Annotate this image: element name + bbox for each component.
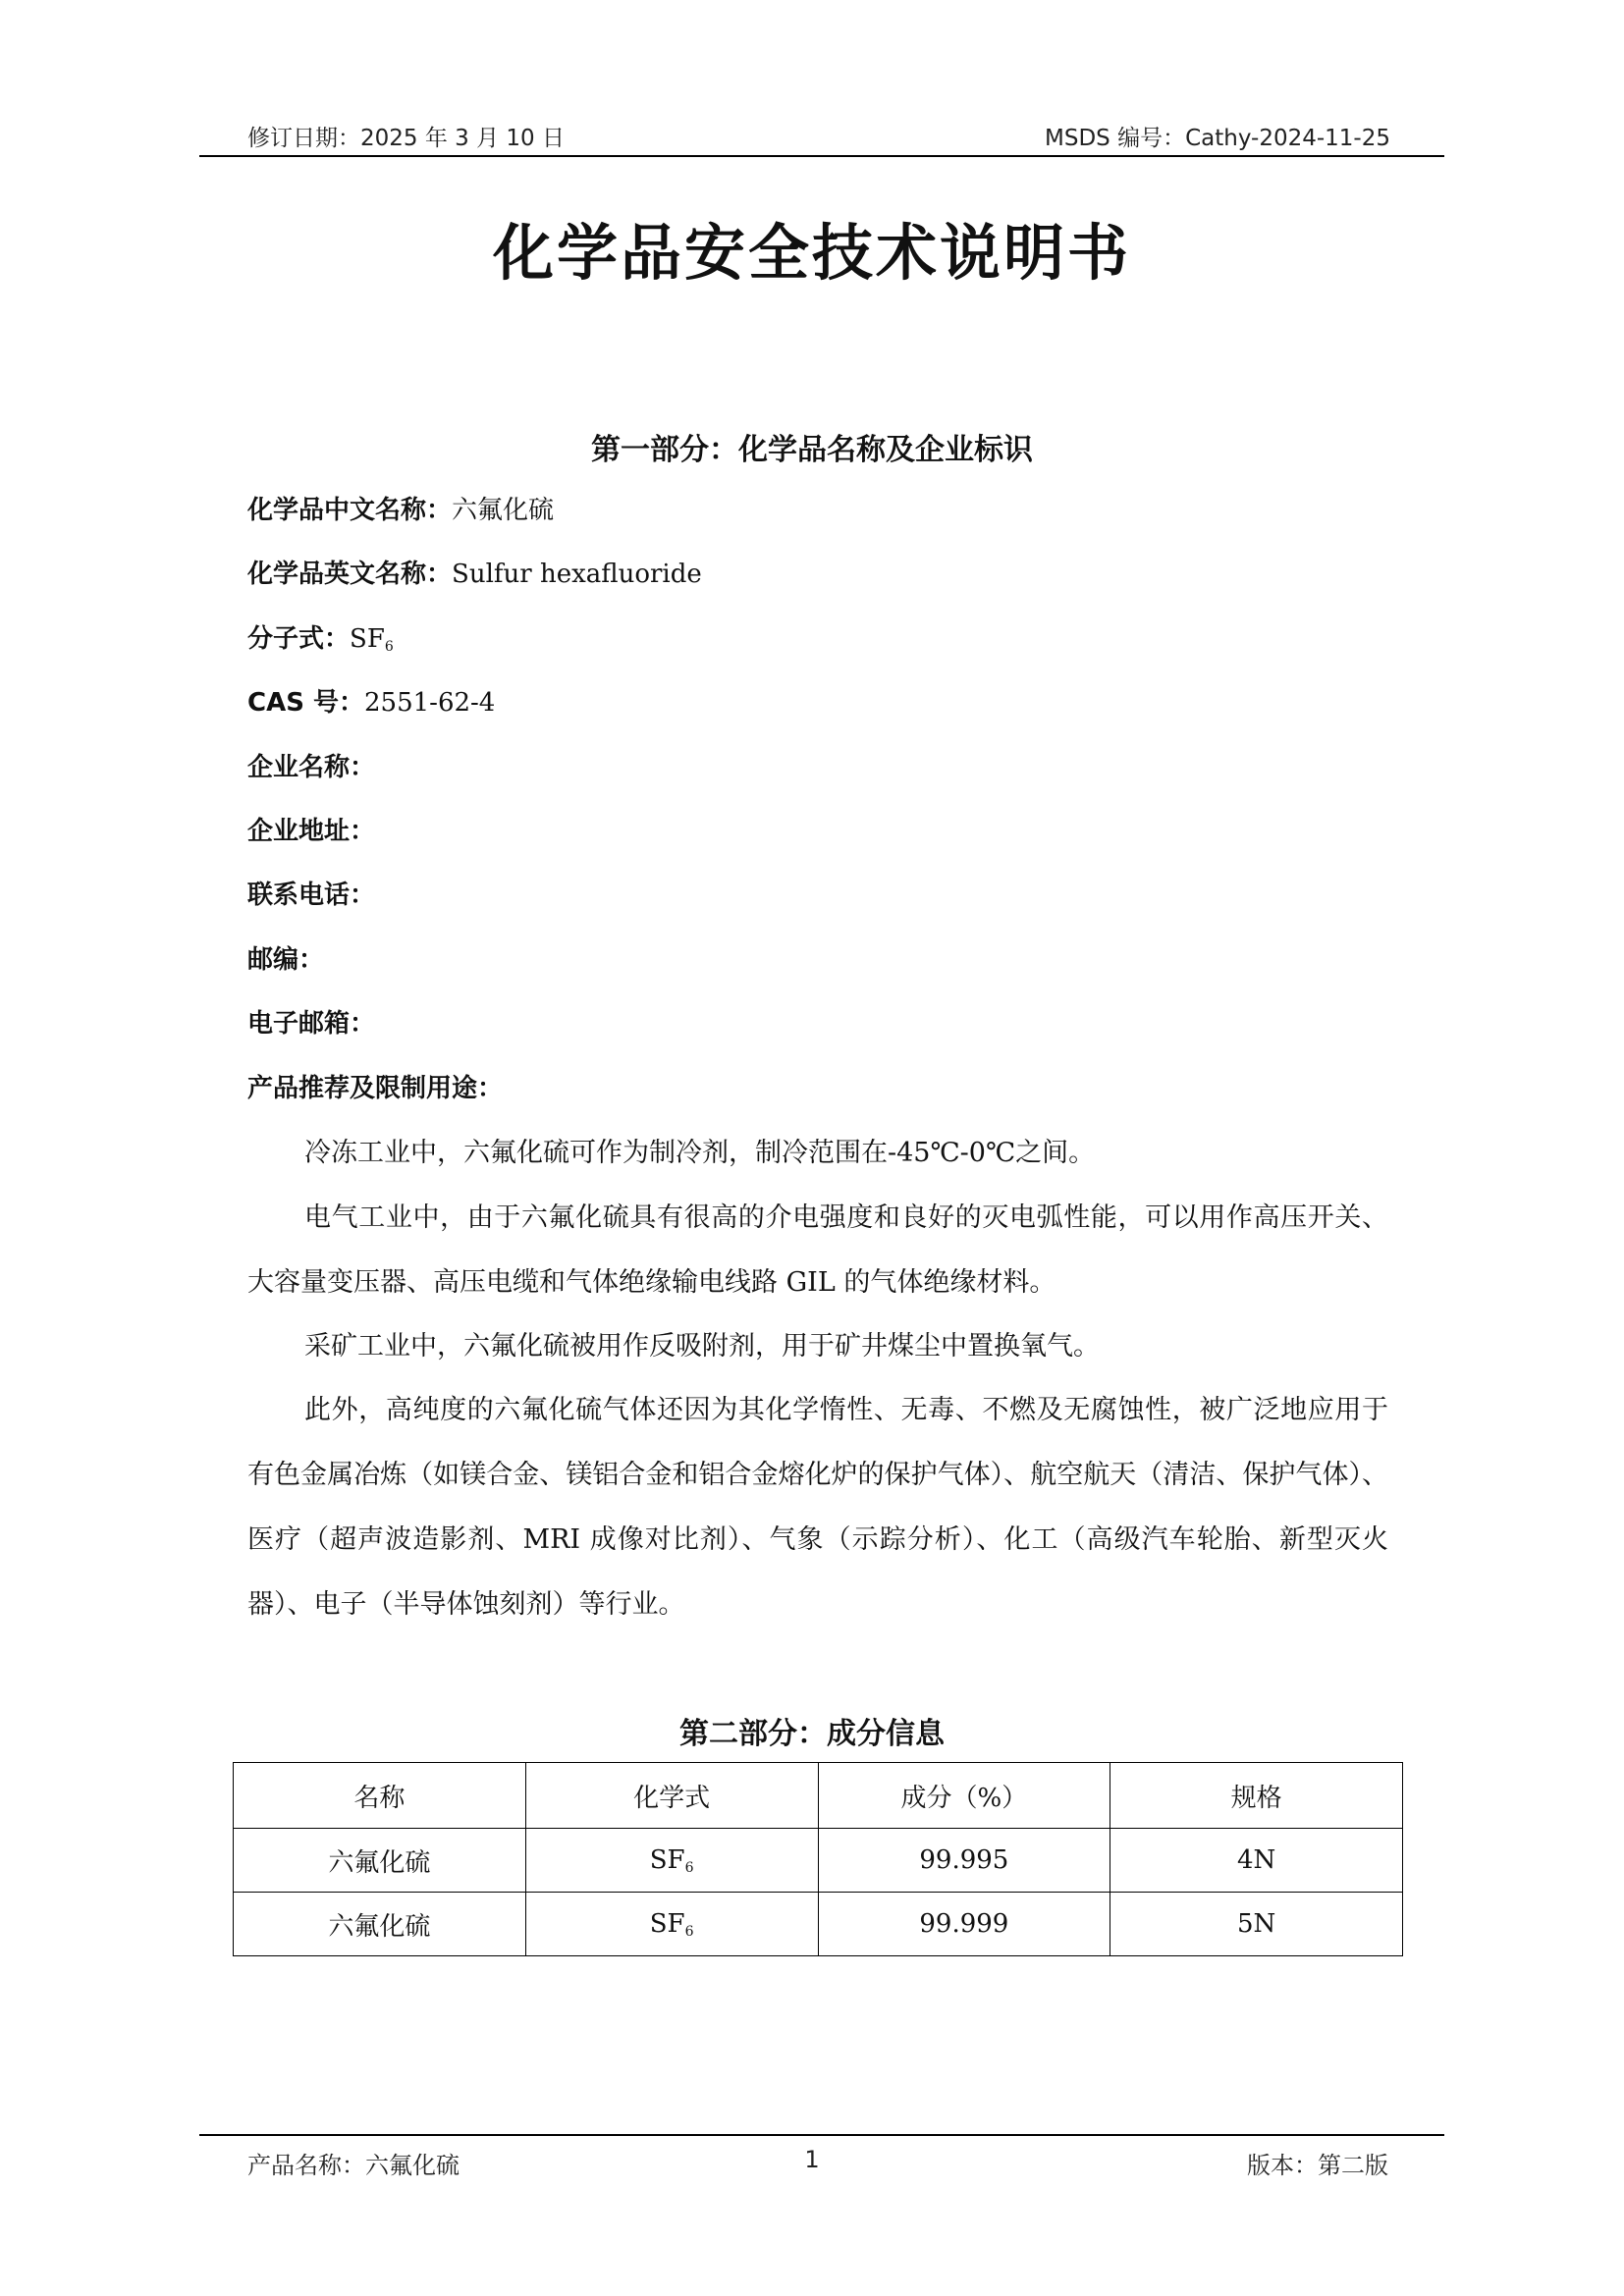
field-label: 企业地址：: [247, 817, 376, 846]
cell-formula: [525, 1829, 818, 1893]
usage-paragraph: 冷冻工业中，六氟化硫可作为制冷剂，制冷范围在-45℃-0℃之间。: [304, 1138, 1096, 1168]
column-header: 化学式: [525, 1763, 818, 1829]
cell-grade: 4N: [1110, 1829, 1403, 1893]
page-number: 1: [804, 2146, 820, 2173]
field-label: 联系电话：: [247, 881, 376, 910]
section2-heading: 第二部分：成分信息: [679, 1717, 945, 1751]
usage-paragraph: 此外，高纯度的六氟化硫气体还因为其化学惰性、无毒、不燃及无腐蚀性，被广泛地应用于有色金属冶炼（如镁合金、镁铝合金和铝合金熔化炉的保护气体）、航空航天（清洁、保护气体）、医疗（超声波造影剂、MRI 成像对比剂）、气象（示踪分析）、化工（高级汽车轮胎、新型灭火器）、电子（半导体蚀刻剂）等行业。: [247, 1395, 1388, 1620]
field-label: 邮编：: [247, 945, 325, 975]
formula-subscript: 6: [684, 1923, 694, 1940]
formula-text: SF: [649, 1844, 685, 1875]
field-label: 产品推荐及限制用途：: [247, 1074, 504, 1103]
cell-formula: [525, 1893, 818, 1956]
cell-content: 99.995: [818, 1829, 1110, 1893]
field-value: SF: [350, 624, 385, 654]
table-row: [234, 1829, 1403, 1893]
field-email: [247, 1007, 375, 1041]
field-label: 化学品中文名称：: [247, 496, 453, 525]
footer-divider: [199, 2134, 1444, 2136]
revision-date: 修订日期：2025 年 3 月 10 日: [247, 126, 565, 151]
document-title: 化学品安全技术说明书: [492, 217, 1131, 289]
field-value: 2551-62-4: [363, 688, 496, 718]
footer-version: 版本：第二版: [1247, 2152, 1388, 2179]
field-formula: [247, 622, 394, 664]
cell-name: 六氟化硫: [234, 1829, 526, 1893]
field-label: 分子式：: [247, 624, 351, 654]
field-postcode: [247, 943, 324, 977]
table-row: [234, 1893, 1403, 1956]
column-header: 规格: [1110, 1763, 1403, 1829]
usage-paragraph: 采矿工业中，六氟化硫被用作反吸附剂，用于矿井煤尘中置换氧气。: [304, 1331, 1100, 1362]
column-header: 成分（%）: [818, 1763, 1110, 1829]
formula-text: SF: [649, 1908, 685, 1939]
cell-grade: 5N: [1110, 1893, 1403, 1956]
formula-subscript: 6: [684, 1859, 694, 1876]
cell-content: 99.999: [818, 1893, 1110, 1956]
field-en-name: [247, 558, 702, 591]
field-address: [247, 815, 375, 848]
msds-number: MSDS 编号：Cathy-2024-11-25: [1045, 126, 1390, 151]
section1-heading: 第一部分：化学品名称及企业标识: [591, 433, 1033, 467]
table-header-row: [234, 1763, 1403, 1829]
field-label: 化学品英文名称：: [247, 560, 453, 589]
field-label: 电子邮箱：: [247, 1009, 376, 1039]
field-usage: [247, 1072, 503, 1105]
header-divider: [199, 155, 1444, 157]
field-value: Sulfur hexafluoride: [452, 560, 702, 589]
field-cn-name: [247, 494, 554, 527]
field-company: [247, 751, 375, 784]
footer-product-name: 产品名称：六氟化硫: [247, 2152, 460, 2179]
field-cas: [247, 686, 495, 720]
formula-subscript: 6: [384, 639, 394, 655]
field-label: CAS 号：: [247, 688, 364, 718]
field-phone: [247, 879, 375, 912]
field-label: 企业名称：: [247, 753, 376, 782]
composition-table: [233, 1762, 1403, 1956]
column-header: 名称: [234, 1763, 526, 1829]
usage-paragraph: 电气工业中，由于六氟化硫具有很高的介电强度和良好的灭电弧性能，可以用作高压开关、大容量变压器、高压电缆和气体绝缘输电线路 GIL 的气体绝缘材料。: [247, 1202, 1388, 1298]
cell-name: 六氟化硫: [234, 1893, 526, 1956]
field-value: 六氟化硫: [452, 496, 555, 525]
